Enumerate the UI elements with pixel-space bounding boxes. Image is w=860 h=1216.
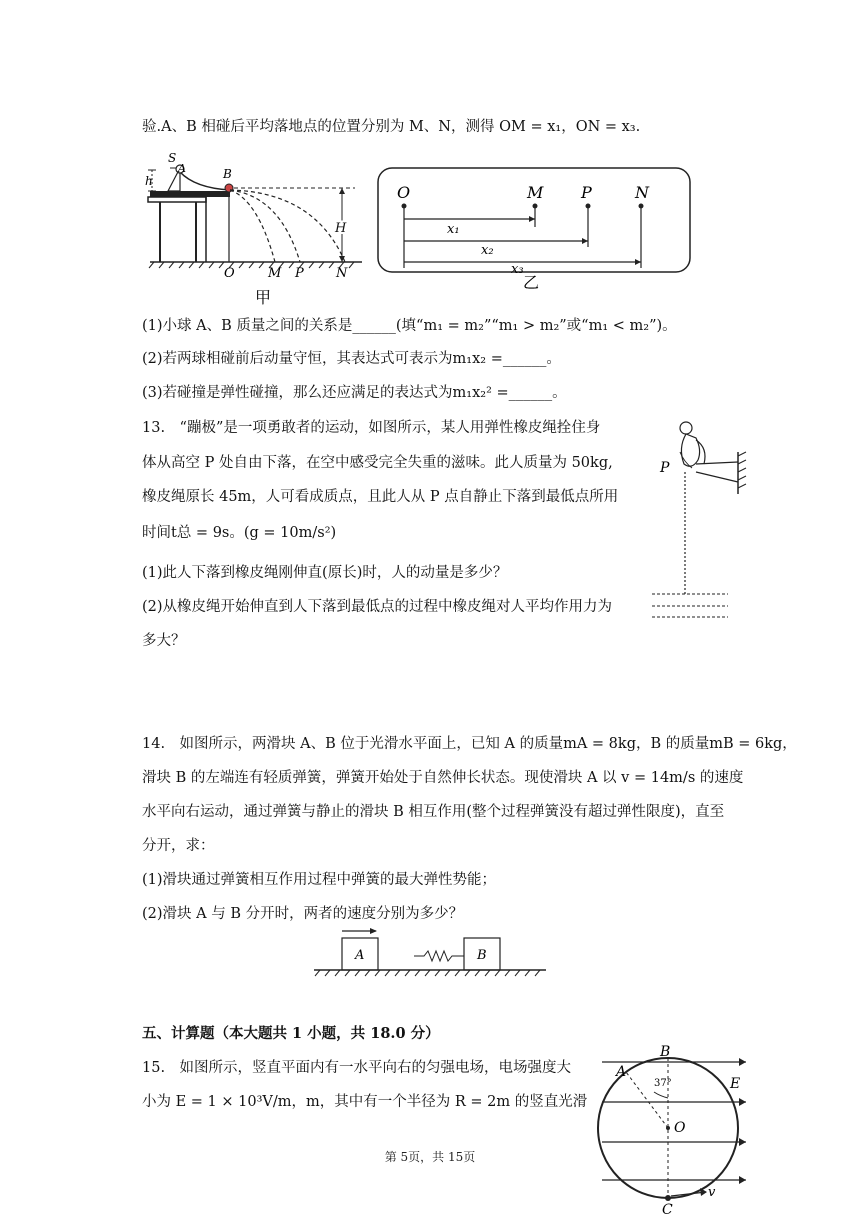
q13-sub2a: (2)从橡皮绳开始伸直到人下落到最低点的过程中橡皮绳对人平均作用力为 (142, 599, 613, 615)
q12-sub1: (1)小球 A、B 质量之间的关系是______(填“m₁ = m₂”“m₁ > m₂”或“m₁ < m₂”)。 (142, 318, 677, 334)
q14-line3: 水平向右运动，通过弹簧与静止的滑块 B 相互作用(整个过程弹簧没有超过弹性限度)，直至 (142, 804, 725, 820)
q14-line4: 分开，求： (142, 838, 215, 854)
q13-line3: 橡皮绳原长 45m，人可看成质点，且此人从 P 点自静止下落到最低点所用 (142, 489, 619, 505)
q13-line4: 时间t总 = 9s。(g = 10m/s²) (142, 525, 337, 541)
yi-label-N: N (635, 183, 649, 202)
circle-label-C: C (662, 1202, 673, 1216)
q12-sub3: (3)若碰撞是弹性碰撞，那么还应满足的表达式为m₁x₂² =______。 (142, 385, 567, 401)
label-h: h (145, 174, 153, 188)
q12-intro: 验.A、B 相碰后平均落地点的位置分别为 M、N，测得 OM = x₁，ON = x₃. (142, 119, 641, 135)
circle-label-v: v (708, 1185, 716, 1200)
q13-sub1: (1)此人下落到橡皮绳刚伸直(原长)时，人的动量是多少？ (142, 565, 508, 581)
label-M: M (268, 266, 282, 281)
circle-label-O: O (674, 1120, 686, 1136)
caption-yi: 乙 (523, 273, 540, 290)
q14-sub1: (1)滑块通过弹簧相互作用过程中弹簧的最大弹性势能； (142, 872, 497, 888)
figure-blocks (310, 924, 550, 984)
page-footer: 第 5页，共 15页 (384, 1150, 476, 1164)
q14-line1: 14. 如图所示，两滑块 A、B 位于光滑水平面上，已知 A 的质量mA = 8kg，B 的质量mB = 6kg， (142, 736, 797, 752)
yi-label-O: O (397, 183, 411, 202)
q13-sub2b: 多大？ (142, 633, 186, 649)
circle-label-A: A (616, 1064, 627, 1080)
q15-line1: 15. 如图所示，竖直平面内有一水平向右的匀强电场，电场强度大 (142, 1060, 572, 1076)
q13-line1: 13. “蹦极”是一项勇敢者的运动，如图所示，某人用弹性橡皮绳拴住身 (142, 420, 601, 436)
label-O: O (224, 266, 235, 281)
circle-label-angle: 37° (654, 1078, 672, 1089)
yi-label-M: M (527, 183, 544, 202)
figure-bungee (650, 412, 760, 627)
block-B-label: B (477, 948, 487, 963)
circle-label-E: E (730, 1076, 741, 1092)
caption-jia: 甲 (255, 288, 272, 307)
yi-label-x1: x₁ (447, 222, 460, 237)
figure-circle-field (596, 1040, 756, 1216)
label-S: S (168, 151, 177, 165)
q13-line2: 体从高空 P 处自由下落，在空中感受完全失重的滋味。此人质量为 50kg, (142, 455, 613, 471)
section5-title: 五、计算题（本大题共 1 小题，共 18.0 分） (142, 1025, 440, 1042)
figure-yi (375, 165, 695, 290)
block-A-label: A (355, 948, 365, 963)
yi-label-x2: x₂ (481, 243, 494, 258)
q14-sub2: (2)滑块 A 与 B 分开时，两者的速度分别为多少？ (142, 906, 464, 922)
label-H: H (335, 221, 347, 236)
circle-label-B: B (660, 1044, 671, 1060)
yi-label-x3: x₃ (511, 262, 524, 277)
yi-label-P: P (581, 183, 592, 202)
label-P: P (295, 266, 304, 281)
bungee-label-P: P (660, 460, 670, 476)
figure-jia (140, 150, 365, 310)
q12-sub2: (2)若两球相碰前后动量守恒，其表达式可表示为m₁x₂ =______。 (142, 351, 561, 367)
q14-line2: 滑块 B 的左端连有轻质弹簧，弹簧开始处于自然伸长状态。现使滑块 A 以 v = 14m/s 的速度 (142, 770, 744, 786)
label-N: N (336, 266, 348, 281)
label-A: A (178, 162, 186, 175)
label-B: B (223, 167, 232, 181)
q15-line2: 小为 E = 1 × 10³V/m，m，其中有一个半径为 R = 2m 的竖直光滑 (142, 1094, 588, 1110)
